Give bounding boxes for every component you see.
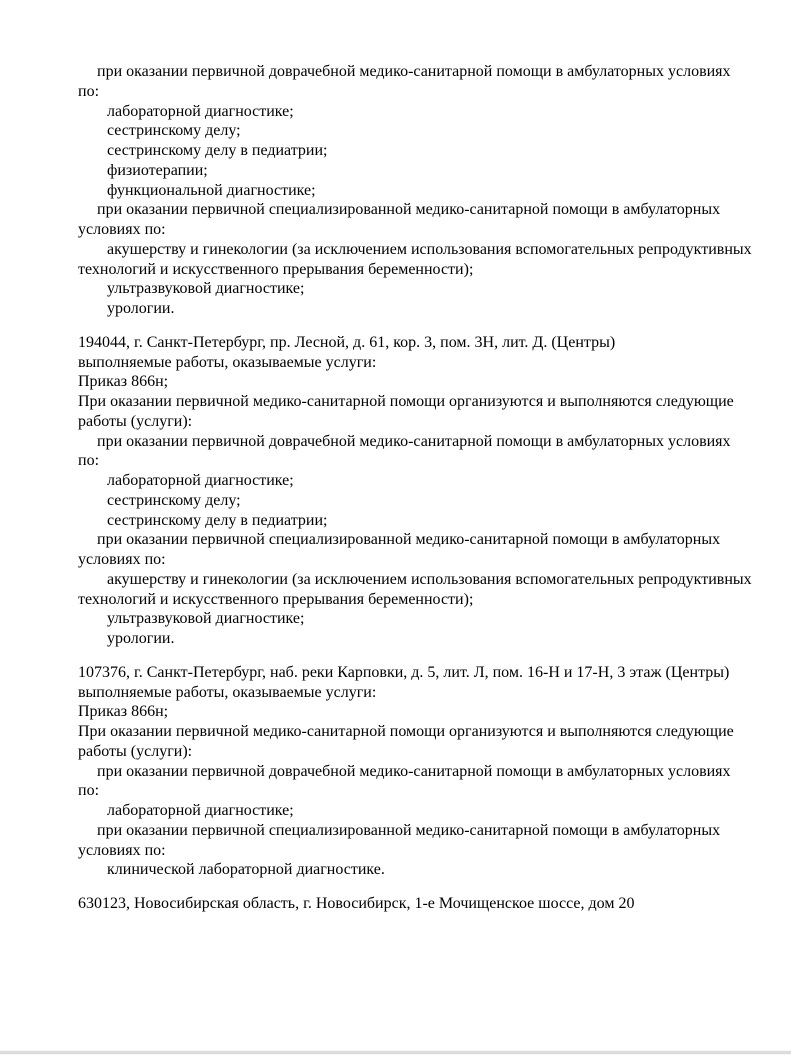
text-line: ультразвуковой диагностике;: [107, 610, 305, 628]
text-line: лабораторной диагностике;: [107, 472, 294, 489]
text-line: при оказании первичной специализированной медико-санитарной помощи в амбулаторных: [97, 201, 721, 219]
text-line: урологии.: [107, 300, 175, 317]
text-line: клинической лабораторной диагностике.: [107, 861, 385, 879]
text-line: выполняемые работы, оказываемые услуги:: [78, 683, 377, 701]
text-line: условиях по:: [78, 221, 166, 238]
text-line: сестринскому делу;: [107, 122, 241, 140]
horizontal-scrollbar-thumb[interactable]: [0, 1051, 791, 1054]
text-line: работы (услуги):: [78, 742, 193, 760]
text-line: при оказании первичной специализированной медико-санитарной помощи в амбулаторных: [97, 531, 721, 549]
text-line: лабораторной диагностике;: [107, 802, 294, 819]
text-line: технологий и искусственного прерывания беременности);: [78, 590, 474, 608]
address-block-novosibirsk: [78, 894, 751, 914]
text-line: по:: [78, 82, 100, 100]
text-line: 107376, г. Санкт-Петербург, наб. реки Карповки, д. 5, лит. Л, пом. 16-Н и 17-Н, 3 этаж (Центры): [78, 663, 730, 681]
text-line: при оказании первичной доврачебной медико-санитарной помощи в амбулаторных условиях: [97, 63, 731, 80]
text-line: Приказ 866н;: [78, 703, 169, 721]
text-line: технологий и искусственного прерывания беременности);: [78, 260, 474, 278]
text-line: при оказании первичной доврачебной медико-санитарной помощи в амбулаторных условиях: [97, 432, 731, 450]
text-line: При оказании первичной медико-санитарной помощи организуются и выполняются следующие: [78, 723, 734, 740]
text-line: акушерству и гинекологии (за исключением использования вспомогательных репродуктивных: [107, 570, 752, 588]
text-line: работы (услуги):: [78, 412, 193, 430]
text-line: функциональной диагностике;: [107, 181, 316, 199]
text-line: Приказ 866н;: [78, 373, 169, 391]
text-line: условиях по:: [78, 841, 166, 859]
text-line: по:: [78, 452, 100, 470]
text-line: условиях по:: [78, 551, 166, 568]
text-line: акушерству и гинекологии (за исключением использования вспомогательных репродуктивных: [107, 240, 752, 258]
horizontal-scrollbar-track[interactable]: [0, 1050, 791, 1055]
text-line: сестринскому делу;: [107, 491, 241, 509]
text-line: по:: [78, 782, 100, 800]
text-line: сестринскому делу в педиатрии;: [107, 511, 328, 529]
text-line: при оказании первичной доврачебной медико-санитарной помощи в амбулаторных условиях: [97, 762, 731, 780]
text-line: при оказании первичной специализированной медико-санитарной помощи в амбулаторных: [97, 821, 721, 839]
text-line: урологии.: [107, 630, 175, 647]
services-continuation-block: [78, 62, 751, 319]
text-line: 630123, Новосибирская область, г. Новосибирск, 1-е Мочищенское шоссе, дом 20: [78, 895, 635, 912]
text-line: ультразвуковой диагностике;: [107, 280, 305, 298]
text-line: сестринскому делу в педиатрии;: [107, 142, 328, 159]
address-block-karpovka: [78, 663, 751, 880]
address-block-lesnoy: [78, 333, 751, 649]
text-line: лабораторной диагностике;: [107, 102, 294, 120]
text-line: физиотерапии;: [107, 161, 208, 179]
text-line: выполняемые работы, оказываемые услуги:: [78, 353, 377, 371]
text-line: 194044, г. Санкт-Петербург, пр. Лесной, д. 61, кор. 3, пом. 3Н, лит. Д. (Центры): [78, 333, 616, 351]
text-line: При оказании первичной медико-санитарной помощи организуются и выполняются следующие: [78, 393, 734, 410]
